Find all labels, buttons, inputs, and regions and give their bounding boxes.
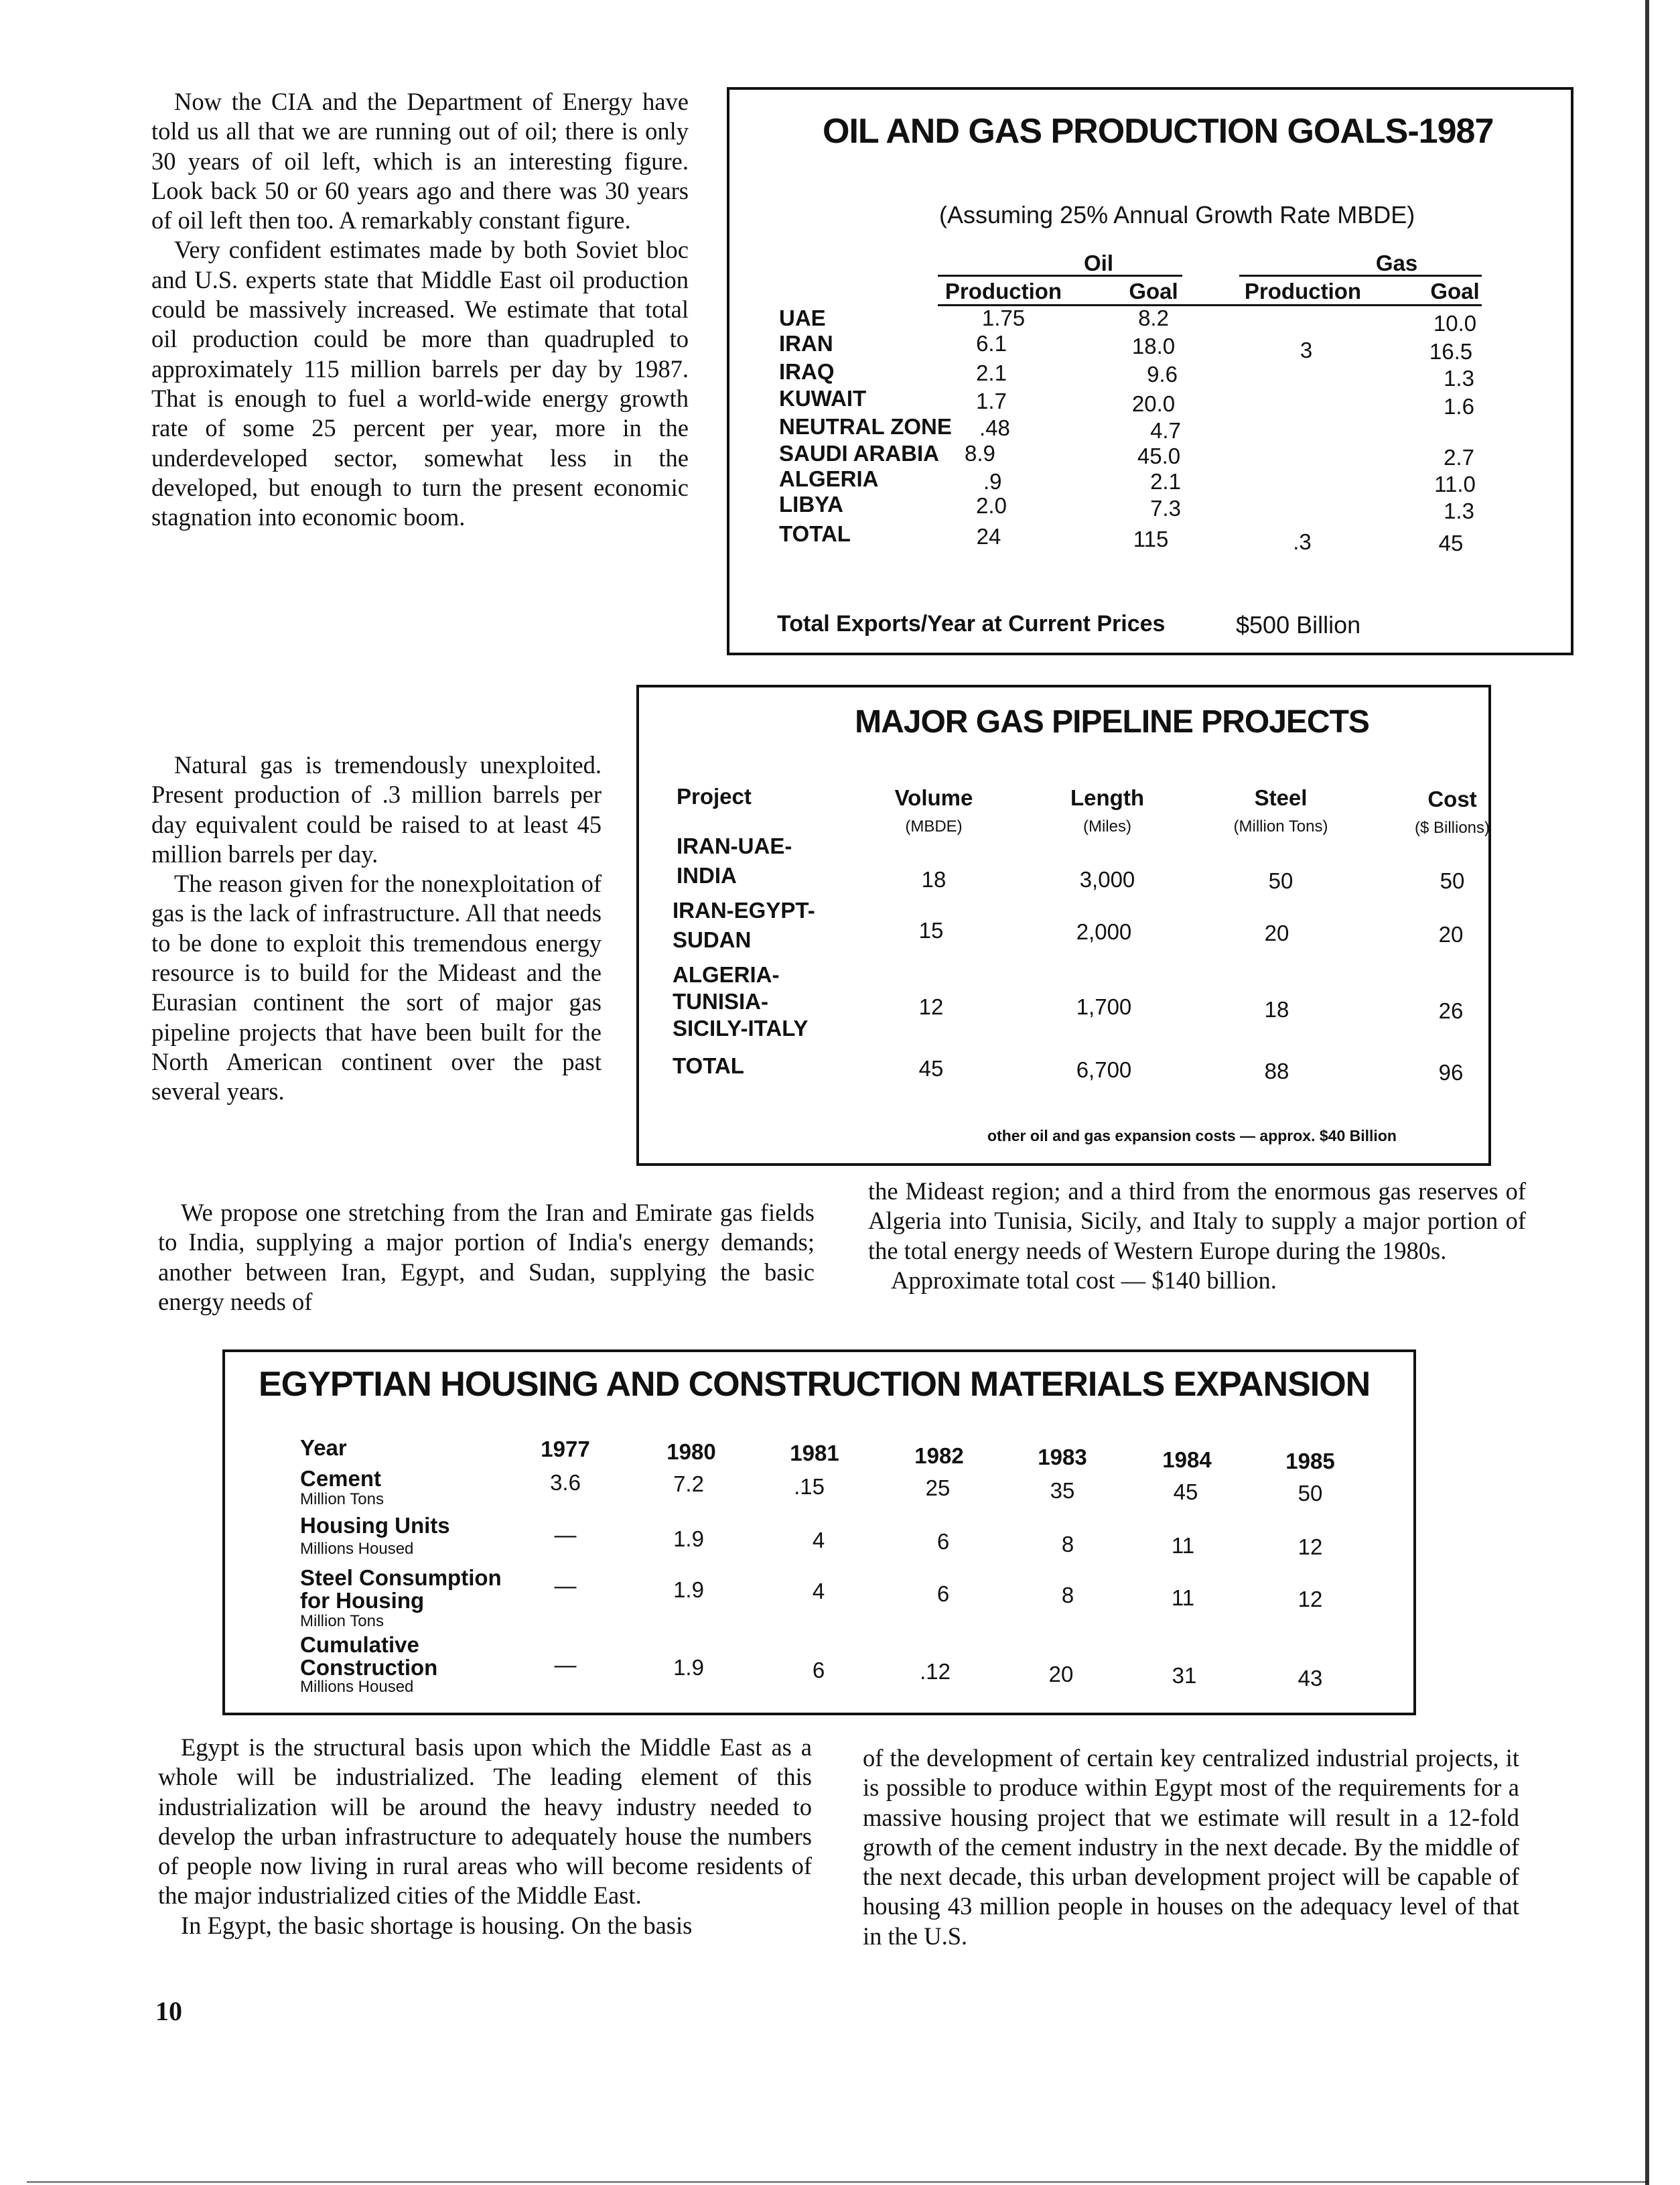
oil-production-value: 1.7 bbox=[976, 389, 1007, 413]
col-gas-goal: Goal bbox=[1430, 279, 1480, 304]
cost-value: 96 bbox=[1438, 1060, 1464, 1085]
gas-production-value: .3 bbox=[1293, 529, 1312, 554]
steel-value: 20 bbox=[1264, 921, 1289, 945]
oil-production-value: 24 bbox=[976, 524, 1001, 549]
housing-value: 1.9 bbox=[673, 1526, 704, 1551]
steel-consumption-value: 4 bbox=[812, 1579, 825, 1603]
oil-goal-value: 45.0 bbox=[1137, 444, 1181, 468]
egypt-table-title: EGYPTIAN HOUSING AND CONSTRUCTION MATERIALS EXPANSION bbox=[259, 1365, 1371, 1404]
pipeline-footnote: other oil and gas expansion costs — approx. $40 Billion bbox=[987, 1127, 1397, 1144]
oil-table-subtitle: (Assuming 25% Annual Growth Rate MBDE) bbox=[939, 201, 1415, 228]
project-name: IRAN-EGYPT- bbox=[673, 898, 815, 923]
gas-paragraph: The reason given for the nonexploitation of gas is the lack of infrastructure. All that needs to be done to exploit this tremendous energy resource is to build for the Mideast and the Eurasian continent the sort of major gas pipeline projects that have been built for the North American continent over the past several years. bbox=[151, 870, 602, 1106]
volume-value: 45 bbox=[918, 1056, 944, 1081]
mideast-text bbox=[868, 1177, 1526, 1295]
exports-value: $500 Billion bbox=[1236, 611, 1361, 639]
housing-value: 11 bbox=[1171, 1533, 1195, 1558]
cumulative-value: .12 bbox=[920, 1659, 951, 1684]
project-name: TUNISIA- bbox=[673, 989, 768, 1014]
housing-value: 8 bbox=[1061, 1532, 1074, 1557]
year-header: 1977 bbox=[541, 1437, 590, 1461]
propose-text bbox=[158, 1198, 815, 1317]
col-length: Length bbox=[1070, 785, 1144, 810]
length-value: 2,000 bbox=[1076, 919, 1132, 944]
cumulative-value: 1.9 bbox=[673, 1655, 704, 1680]
housing-value: 6 bbox=[936, 1529, 950, 1554]
row-unit: Million Tons bbox=[300, 1612, 384, 1630]
page-edge-right bbox=[1645, 0, 1649, 2185]
project-name: SUDAN bbox=[673, 927, 752, 952]
project-name: SICILY-ITALY bbox=[673, 1016, 809, 1041]
mideast-paragraph: the Mideast region; and a third from the enormous gas reserves of Algeria into Tunisia, Sicily, and Italy to supply a major portion of the total energy needs of Western Europe during the 1980s. bbox=[868, 1177, 1526, 1264]
cumulative-value: 20 bbox=[1048, 1662, 1074, 1686]
col-steel-unit: (Million Tons) bbox=[1233, 817, 1328, 836]
oil-production-value: .48 bbox=[979, 415, 1010, 440]
steel-consumption-value: 8 bbox=[1061, 1583, 1074, 1607]
oil-group-header: Oil bbox=[1083, 251, 1114, 275]
gas-goal-value: 45 bbox=[1438, 531, 1464, 555]
year-header: 1980 bbox=[667, 1439, 716, 1464]
oil-production-value: .9 bbox=[983, 469, 1002, 494]
cement-value: 35 bbox=[1050, 1478, 1075, 1503]
egypt-paragraph: In Egypt, the basic shortage is housing. On the basis bbox=[181, 1911, 693, 1939]
pipeline-projects-table bbox=[636, 685, 1491, 1166]
year-header: 1985 bbox=[1285, 1449, 1335, 1473]
country-label: NEUTRAL ZONE bbox=[779, 414, 952, 439]
project-name: IRAN-UAE- bbox=[677, 834, 792, 858]
length-value: 1,700 bbox=[1076, 994, 1132, 1019]
gas-goal-value: 11.0 bbox=[1434, 472, 1476, 496]
cement-value: 3.6 bbox=[550, 1470, 581, 1495]
project-name: TOTAL bbox=[673, 1053, 744, 1078]
gas-group-rule bbox=[1239, 275, 1482, 277]
length-value: 3,000 bbox=[1079, 867, 1135, 892]
steel-value: 50 bbox=[1268, 868, 1293, 893]
col-steel: Steel bbox=[1254, 785, 1308, 810]
country-label: SAUDI ARABIA bbox=[779, 441, 939, 466]
length-value: 6,700 bbox=[1076, 1057, 1132, 1082]
col-volume-unit: (MBDE) bbox=[905, 817, 963, 836]
page-number: 10 bbox=[155, 1996, 182, 2026]
country-label: UAE bbox=[779, 306, 826, 330]
steel-value: 18 bbox=[1264, 997, 1289, 1022]
cumulative-value: 31 bbox=[1172, 1663, 1197, 1688]
oil-production-value: 1.75 bbox=[981, 306, 1026, 330]
row-unit: Million Tons bbox=[300, 1490, 384, 1508]
year-header: 1982 bbox=[914, 1443, 964, 1468]
volume-value: 12 bbox=[918, 994, 944, 1019]
col-oil-goal: Goal bbox=[1129, 279, 1178, 304]
approx-cost-line: Approximate total cost — $140 billion. bbox=[891, 1266, 1277, 1294]
row-unit: Millions Housed bbox=[300, 1540, 414, 1558]
oil-goal-value: 4.7 bbox=[1150, 418, 1181, 443]
intro-text bbox=[151, 87, 689, 532]
oil-goal-value: 20.0 bbox=[1131, 391, 1176, 416]
gas-goal-value: 16.5 bbox=[1429, 339, 1473, 364]
project-name: INDIA bbox=[677, 863, 737, 888]
col-project: Project bbox=[677, 784, 752, 809]
pipeline-table-title: MAJOR GAS PIPELINE PROJECTS bbox=[855, 704, 1369, 740]
year-label: Year bbox=[300, 1435, 347, 1460]
row-label: Steel Consumption bbox=[300, 1565, 502, 1590]
housing-value: 4 bbox=[812, 1528, 825, 1552]
oil-goal-value: 9.6 bbox=[1147, 362, 1178, 387]
egypt-paragraph: Egypt is the structural basis upon which the Middle East as a whole will be industrialized. The leading element of this industrialization will be around the heavy industry needed to develop the urban infrastructure to adequately house the numbers of people now living in rural areas who will become residents of the major industrialized cities of the Middle East. bbox=[158, 1733, 812, 1910]
steel-consumption-value: 6 bbox=[936, 1581, 950, 1606]
propose-paragraph: We propose one stretching from the Iran and Emirate gas fields to India, supplying a major portion of India's energy demands; another between Iran, Egypt, and Sudan, supplying the basic energy needs of bbox=[158, 1199, 815, 1315]
cost-value: 20 bbox=[1438, 922, 1464, 947]
gas-text bbox=[151, 750, 602, 1107]
cumulative-value: 6 bbox=[812, 1658, 825, 1682]
gas-goal-value: 1.3 bbox=[1444, 366, 1474, 391]
egypt-left-text bbox=[158, 1733, 812, 1940]
intro-paragraph: Now the CIA and the Department of Energy have told us all that we are running out of oil; there is only 30 years of oil left, which is an interesting figure. Look back 50 or 60 years ago and there was 30 years of oil left then too. A remarkably constant figure. bbox=[151, 88, 689, 235]
country-label: TOTAL bbox=[779, 521, 851, 546]
col-cost-unit: ($ Billions) bbox=[1414, 819, 1490, 837]
housing-value: 12 bbox=[1298, 1534, 1323, 1559]
cement-value: 45 bbox=[1173, 1479, 1198, 1504]
country-label: ALGERIA bbox=[779, 466, 879, 491]
gas-goal-value: 10.0 bbox=[1433, 311, 1477, 336]
row-label: Housing Units bbox=[300, 1513, 450, 1538]
col-length-unit: (Miles) bbox=[1083, 817, 1131, 836]
row-label: Cumulative bbox=[300, 1632, 419, 1657]
page-edge-bottom bbox=[27, 2181, 1648, 2183]
row-label: Construction bbox=[300, 1655, 438, 1680]
oil-goal-value: 8.2 bbox=[1138, 306, 1169, 330]
steel-value: 88 bbox=[1264, 1059, 1289, 1083]
country-label: KUWAIT bbox=[779, 386, 867, 411]
cement-value: 7.2 bbox=[673, 1471, 704, 1496]
country-label: IRAQ bbox=[779, 359, 835, 384]
project-name: ALGERIA- bbox=[673, 962, 780, 987]
cement-value: 25 bbox=[925, 1475, 951, 1500]
egypt-right-text bbox=[863, 1743, 1519, 1951]
row-label: Cement bbox=[300, 1466, 382, 1491]
col-volume: Volume bbox=[894, 785, 973, 810]
volume-value: 18 bbox=[921, 867, 947, 892]
gas-goal-value: 2.7 bbox=[1444, 445, 1474, 470]
country-label: IRAN bbox=[779, 331, 833, 356]
oil-production-value: 6.1 bbox=[976, 331, 1007, 356]
oil-goal-value: 18.0 bbox=[1131, 334, 1176, 358]
oil-goal-value: 115 bbox=[1133, 527, 1169, 551]
oil-production-value: 2.0 bbox=[976, 493, 1007, 518]
volume-value: 15 bbox=[918, 918, 944, 943]
gas-goal-value: 1.6 bbox=[1444, 394, 1474, 419]
oil-production-value: 2.1 bbox=[976, 360, 1007, 385]
year-header: 1983 bbox=[1038, 1445, 1087, 1469]
cement-value: 50 bbox=[1298, 1481, 1323, 1506]
oil-table-title: OIL AND GAS PRODUCTION GOALS-1987 bbox=[823, 112, 1494, 151]
cement-value: .15 bbox=[794, 1474, 825, 1499]
cost-value: 50 bbox=[1440, 868, 1465, 893]
cost-value: 26 bbox=[1438, 998, 1464, 1023]
oil-goal-value: 2.1 bbox=[1150, 469, 1181, 494]
oil-goal-value: 7.3 bbox=[1150, 496, 1181, 521]
gas-group-header: Gas bbox=[1375, 251, 1418, 275]
steel-consumption-value: 12 bbox=[1298, 1587, 1323, 1611]
gas-goal-value: 1.3 bbox=[1444, 499, 1474, 523]
col-oil-production: Production bbox=[944, 279, 1062, 304]
year-header: 1984 bbox=[1162, 1447, 1212, 1472]
country-label: LIBYA bbox=[779, 492, 843, 517]
col-cost: Cost bbox=[1427, 787, 1477, 811]
oil-production-value: 8.9 bbox=[965, 441, 995, 466]
gas-paragraph: Natural gas is tremendously unexploited. Present production of .3 million barrels per day equivalent could be raised to at least 45 million barrels per day. bbox=[151, 751, 602, 868]
row-unit: Millions Housed bbox=[300, 1678, 414, 1696]
cumulative-value: — bbox=[554, 1652, 577, 1677]
row-label: for Housing bbox=[300, 1588, 425, 1613]
cumulative-value: 43 bbox=[1298, 1666, 1323, 1691]
steel-consumption-value: 1.9 bbox=[673, 1577, 704, 1602]
egypt-paragraph: of the development of certain key centralized industrial projects, it is possible to produce within Egypt most of the requirements for a massive housing project that we estimate will result in a 12-fold growth of the cement industry in the next decade. By the middle of the next decade, this urban development project will be capable of housing 43 million people in houses on the adequacy level of that in the U.S. bbox=[863, 1744, 1519, 1950]
steel-consumption-value: — bbox=[554, 1573, 577, 1598]
steel-consumption-value: 11 bbox=[1171, 1585, 1195, 1610]
oil-group-rule bbox=[938, 275, 1182, 277]
col-gas-production: Production bbox=[1244, 279, 1362, 304]
gas-production-value: 3 bbox=[1300, 338, 1313, 362]
housing-value: — bbox=[554, 1522, 577, 1547]
intro-paragraph: Very confident estimates made by both Soviet bloc and U.S. experts state that Middle East oil production could be massively increased. We estimate that total oil production could be more than quadrupled to approximately 115 million barrels per day by 1987. That is enough to fuel a world-wide energy growth rate of some 25 percent per year, more in the underdeveloped sector, somewhat less in the developed, but enough to turn the present economic stagnation into economic boom. bbox=[151, 236, 689, 531]
year-header: 1981 bbox=[790, 1441, 839, 1465]
exports-label: Total Exports/Year at Current Prices bbox=[777, 611, 1166, 637]
